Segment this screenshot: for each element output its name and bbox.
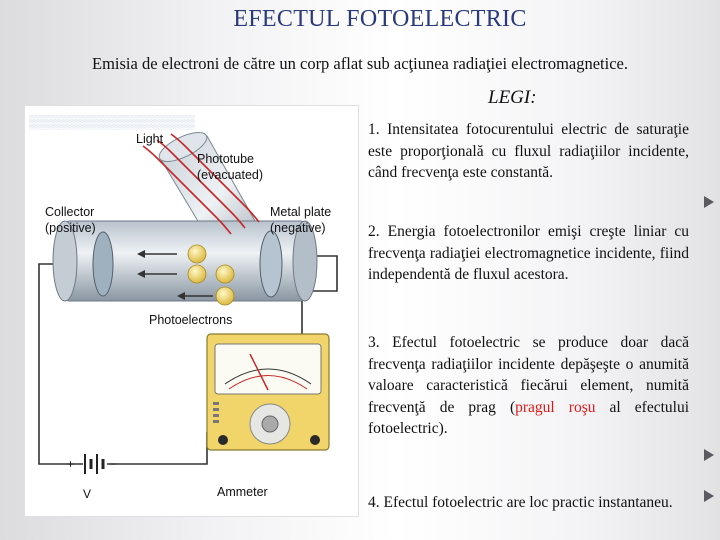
law-3-highlight: pragul roşu <box>515 398 596 416</box>
photoelectric-diagram <box>24 105 359 517</box>
metal-plate <box>260 231 282 297</box>
bullet-arrow-icon <box>704 449 714 461</box>
law-2: 2. Energia fotoelectronilor emişi creşte liniar cu frecvenţa radiaţiei electromagnetice incidente, fiind independentă de fluxul acestora. <box>368 223 689 283</box>
battery-plus-label: + <box>67 457 75 471</box>
collector-sublabel: (positive) <box>45 221 96 235</box>
slide-subtitle: Emisia de electroni de către un corp aflat sub acţiunea radiaţiei electromagnetice. <box>92 54 628 73</box>
light-label: Light <box>136 132 164 146</box>
law-1: 1. Intensitatea fotocurentului electric de saturaţie este proporţională cu fluxul radiaţiilor incidente, când frecvenţa este constantă. <box>368 121 689 181</box>
ammeter-label: Ammeter <box>217 485 268 499</box>
law-3 <box>368 332 689 440</box>
faded-background-text: ▒▒▒▒▒▒▒▒▒▒▒▒▒▒▒▒▒▒ <box>29 114 195 129</box>
laws-heading: LEGI: <box>488 87 537 108</box>
phototube-sublabel: (evacuated) <box>197 168 264 182</box>
battery-minus-label: − <box>109 457 117 471</box>
collector-plate <box>93 232 113 296</box>
metal-plate-sublabel: (negative) <box>270 221 326 235</box>
law-4: 4. Efectul fotoelectric are loc practic instantaneu. <box>368 494 673 511</box>
bullet-arrow-icon <box>704 196 714 208</box>
voltage-label: V <box>83 487 92 501</box>
photoelectrons-label: Photoelectrons <box>149 313 233 327</box>
slide-title: EFECTUL FOTOELECTRIC <box>233 6 527 32</box>
law-3-text-start: 3. Efectul fotoelectric se produce doar dacă frecvenţa radiaţiilor incidente depăşeşte o anumită valoare caracteristică fiecărui element, numită frecvenţă de prag ( <box>368 334 689 416</box>
collector-label: Collector <box>45 205 95 219</box>
metal-plate-label: Metal plate <box>270 205 332 219</box>
battery-icon <box>85 454 103 474</box>
phototube-label: Phototube <box>197 152 254 166</box>
phototube-circuit-illustration <box>25 106 358 516</box>
bullet-arrow-icon <box>704 490 714 502</box>
law-3-text-end: al efectului fotoelectric). <box>368 398 689 437</box>
